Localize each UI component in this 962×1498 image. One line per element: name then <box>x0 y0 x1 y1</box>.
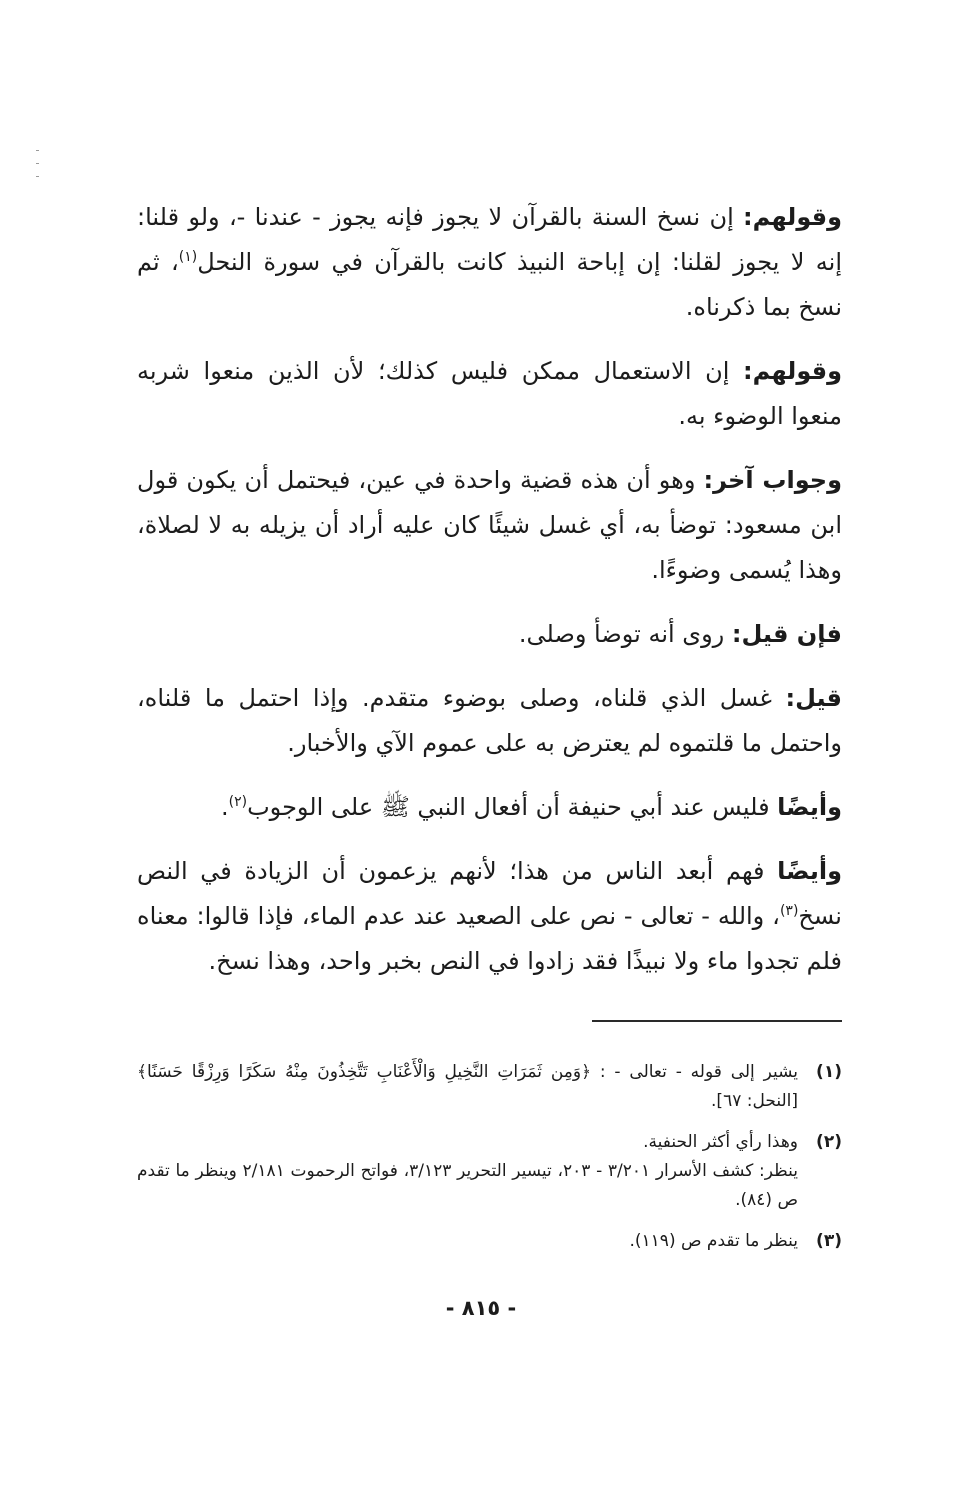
footnote-line: وهذا رأي أكثر الحنفية. <box>643 1132 798 1152</box>
footnote <box>137 1058 842 1116</box>
footnote-line: ينظر: كشف الأسرار ٣/٢٠١ - ٢٠٣، تيسير التحرير ٣/١٢٣، فواتح الرحموت ٢/١٨١ وينظر ما تقدم ص (٨٤). <box>137 1161 798 1210</box>
footnote-number: (٢) <box>816 1132 842 1152</box>
footnote-text <box>137 1227 798 1256</box>
footnote-ref[interactable]: (١) <box>178 249 198 265</box>
paragraph <box>137 676 842 766</box>
footnote-number: (١) <box>816 1062 842 1082</box>
paragraph <box>137 785 842 830</box>
footnote <box>137 1227 842 1256</box>
paragraph-lead: وقولهم: <box>743 203 842 231</box>
footnote-separator <box>592 1020 842 1022</box>
paragraph-lead: وأيضًا <box>777 793 842 821</box>
footnote-ref[interactable]: (٢) <box>228 794 248 810</box>
footnote-line: يشير إلى قوله - تعالى - : ﴿وَمِن ثَمَرَاتِ النَّخِيلِ وَالْأَعْنَابِ تَتَّخِذُونَ مِنْهُ سَكَرًا وَرِزْقًا حَسَنًا﴾ [النحل: ٦٧]. <box>137 1062 798 1111</box>
footnotes <box>137 1058 842 1268</box>
margin-ticks <box>36 150 44 200</box>
page-number: - ٨١٥ - <box>445 1296 517 1320</box>
footnote-text <box>137 1058 798 1116</box>
paragraph <box>137 195 842 330</box>
paragraph-lead: وقولهم: <box>743 357 842 385</box>
paragraph-lead: قيل: <box>785 684 842 712</box>
paragraph-text: غسل الذي قلناه، وصلى بوضوء متقدم. وإذا احتمل ما قلناه، واحتمل ما قلتموه لم يعترض به على عموم الآي والأخبار. <box>137 684 842 757</box>
paragraph-tail: ، والله - تعالى - نص على الصعيد عند عدم الماء، فإذا قالوا: معناه فلم تجدوا ماء ولا نبيذًا فقد زادوا في النص بخبر واحد، وهذا نسخ. <box>137 902 842 975</box>
paragraph-text: وهو أن هذه قضية واحدة في عين، فيحتمل أن يكون قول ابن مسعود: توضأ به، أي غسل شيئًا كان عليه أراد أن يزيله به لا لصلاة، وهذا يُسمى وضوءًا. <box>137 466 842 584</box>
margin-tick <box>36 150 39 151</box>
paragraph-text: روى أنه توضأ وصلى. <box>518 620 732 648</box>
paragraph-text: إن نسخ السنة بالقرآن لا يجوز فإنه يجوز - عندنا -، ولو قلنا: إنه لا يجوز لقلنا: إن إباحة النبيذ كانت بالقرآن في سورة النحل <box>137 203 843 276</box>
paragraph <box>137 612 842 657</box>
footnote-ref[interactable]: (٣) <box>779 903 799 919</box>
footnote-number: (٣) <box>816 1231 842 1251</box>
paragraph-text: فليس عند أبي حنيفة أن أفعال النبي ﷺ على الوجوب <box>247 793 778 821</box>
paragraph <box>137 349 842 439</box>
margin-tick <box>36 163 39 164</box>
main-text <box>137 195 842 1003</box>
paragraph-lead: وجواب آخر: <box>703 466 842 494</box>
margin-tick <box>36 176 39 177</box>
paragraph-tail: ، ثم نسخ بما ذكرناه. <box>137 248 842 321</box>
paragraph <box>137 849 842 984</box>
paragraph-tail: . <box>220 793 229 821</box>
paragraph-lead: وأيضًا <box>777 857 842 885</box>
paragraph-text: فهم أبعد الناس من هذا؛ لأنهم يزعمون أن الزيادة في النص نسخ <box>137 857 842 930</box>
footnote-text <box>137 1128 798 1215</box>
footnote-line: ينظر ما تقدم ص (١١٩). <box>629 1231 798 1251</box>
paragraph-text: إن الاستعمال ممكن فليس كذلك؛ لأن الذين منعوا شربه منعوا الوضوء به. <box>137 357 842 430</box>
footnote <box>137 1128 842 1215</box>
paragraph <box>137 458 842 593</box>
paragraph-lead: فإن قيل: <box>731 620 842 648</box>
